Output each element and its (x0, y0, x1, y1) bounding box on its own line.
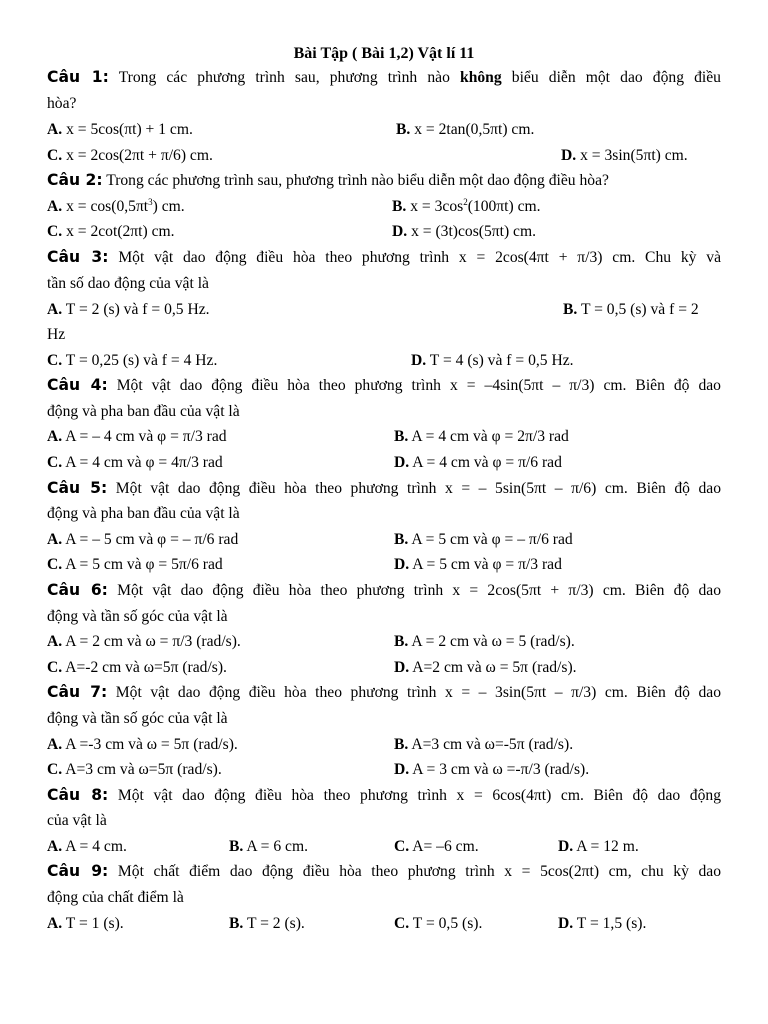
question-2-option-b[interactable]: B. $x = 3\cos^2(100\pi t)$ cm. (392, 197, 541, 215)
question-7-label: Câu 7: (47, 683, 108, 701)
question-4-option-d[interactable]: D. A = 4 cm và φ = π/6 rad (394, 454, 562, 471)
question-1-option-a[interactable]: A. x = 5cos(πt) + 1 cm. (47, 121, 193, 138)
question-3-label: Câu 3: (47, 248, 109, 266)
question-4-option-c[interactable]: C. A = 4 cm và φ = 4π/3 rad (47, 454, 223, 471)
question-5-option-c[interactable]: C. A = 5 cm và φ = 5π/6 rad (47, 556, 223, 573)
question-7-option-d[interactable]: D. A = 3 cm và ω =-π/3 (rad/s). (394, 761, 590, 778)
question-8-option-d[interactable]: D. A = 12 m. (558, 838, 639, 855)
question-4-option-b[interactable]: B. A = 4 cm và φ = 2π/3 rad (394, 428, 569, 445)
question-6-option-d[interactable]: D. A=2 cm và ω = 5π (rad/s). (394, 659, 577, 676)
question-9-option-d[interactable]: D. T = 1,5 (s). (558, 915, 647, 932)
question-1-label: Câu 1: (47, 68, 109, 86)
question-4-stem-line-1: Câu 4: Một vật dao động điều hòa theo phương trình x = –4sin(5πt – π/3) cm. Biên độ dao (47, 376, 721, 394)
question-1-option-b[interactable]: B. x = 2tan(0,5πt) cm. (396, 121, 535, 138)
question-3-option-c[interactable]: C. T = 0,25 (s) và f = 4 Hz. (47, 352, 218, 369)
question-7-stem-line-1: Câu 7: Một vật dao động điều hòa theo phương trình x = – 3sin(5πt – π/3) cm. Biên độ dao (47, 683, 721, 701)
question-1-stem-bold: không (460, 69, 502, 86)
question-6-label: Câu 6: (47, 581, 108, 599)
question-5-option-d[interactable]: D. A = 5 cm và φ = π/3 rad (394, 556, 562, 573)
question-2-stem-line-1: Câu 2: Trong các phương trình sau, phương trình nào biểu diễn một dao động điều hòa? (47, 171, 609, 189)
question-8-option-a[interactable]: A. A = 4 cm. (47, 838, 127, 855)
question-1-option-c[interactable]: C. x = 2cos(2πt + π/6) cm. (47, 147, 213, 164)
question-7-option-c[interactable]: C. A=3 cm và ω=5π (rad/s). (47, 761, 222, 778)
question-8-option-c[interactable]: C. A= –6 cm. (394, 838, 479, 855)
question-5-label: Câu 5: (47, 479, 108, 497)
question-9-option-c[interactable]: C. T = 0,5 (s). (394, 915, 483, 932)
question-6-option-a[interactable]: A. A = 2 cm và ω = π/3 (rad/s). (47, 633, 241, 650)
question-9-label: Câu 9: (47, 862, 109, 880)
question-3-stem-line-1: Câu 3: Một vật dao động điều hòa theo phương trình x = 2cos(4πt + π/3) cm. Chu kỳ và (47, 248, 721, 266)
question-4-stem-line-2: động và pha ban đầu của vật là (47, 403, 240, 420)
question-4-label: Câu 4: (47, 376, 108, 394)
question-3-stem-line-2: tần số dao động của vật là (47, 275, 209, 292)
question-5-stem-line-1: Câu 5: Một vật dao động điều hòa theo phương trình x = – 5sin(5πt – π/6) cm. Biên độ dao (47, 479, 721, 497)
question-8-stem-line-1: Câu 8: Một vật dao động điều hòa theo phương trình x = 6cos(4πt) cm. Biên độ dao động (47, 786, 721, 804)
question-4-option-a[interactable]: A. A = – 4 cm và φ = π/3 rad (47, 428, 227, 445)
question-1-stem-a: Trong các phương trình sau, phương trình nào (118, 69, 461, 86)
page-title: Bài Tập ( Bài 1,2) Vật lí 11 (293, 45, 475, 62)
question-9-option-b[interactable]: B. T = 2 (s). (229, 915, 305, 932)
question-1-option-d[interactable]: D. x = 3sin(5πt) cm. (561, 147, 688, 164)
question-7-stem-line-2: động và tần số góc của vật là (47, 710, 228, 727)
question-8-stem-line-2: của vật là (47, 812, 107, 829)
question-7-option-a[interactable]: A. A =-3 cm và ω = 5π (rad/s). (47, 736, 238, 753)
question-5-stem-line-2: động và pha ban đầu của vật là (47, 505, 240, 522)
question-2-label: Câu 2: (47, 171, 103, 189)
question-6-option-b[interactable]: B. A = 2 cm và ω = 5 (rad/s). (394, 633, 575, 650)
question-6-option-c[interactable]: C. A=-2 cm và ω=5π (rad/s). (47, 659, 227, 676)
question-3-option-a[interactable]: A. T = 2 (s) và f = 0,5 Hz. (47, 301, 210, 318)
question-1-stem-line-2: hòa? (47, 95, 77, 112)
question-2-option-d[interactable]: D. x = (3t)cos(5πt) cm. (392, 223, 537, 240)
question-3-option-b-continued: Hz (47, 326, 66, 343)
question-5-option-b[interactable]: B. A = 5 cm và φ = – π/6 rad (394, 531, 573, 548)
question-8-label: Câu 8: (47, 786, 109, 804)
question-3-option-b[interactable]: B. T = 0,5 (s) và f = 2 (563, 301, 699, 318)
question-6-stem-line-2: động và tần số góc của vật là (47, 608, 228, 625)
question-9-stem-line-1: Câu 9: Một chất điểm dao động điều hòa theo phương trình x = 5cos(2πt) cm, chu kỳ dao (47, 862, 722, 880)
question-9-stem-line-2: động của chất điểm là (47, 889, 184, 906)
question-1-stem-b: biểu diễn một dao động điều (501, 69, 721, 86)
question-1-stem-line-1 (47, 65, 721, 91)
question-9-option-a[interactable]: A. T = 1 (s). (47, 915, 124, 932)
question-8-option-b[interactable]: B. A = 6 cm. (229, 838, 308, 855)
question-3-option-d[interactable]: D. T = 4 (s) và f = 0,5 Hz. (411, 352, 574, 369)
question-7-option-b[interactable]: B. A=3 cm và ω=-5π (rad/s). (394, 736, 574, 753)
question-5-option-a[interactable]: A. A = – 5 cm và φ = – π/6 rad (47, 531, 239, 548)
question-2-option-a[interactable]: A. $x = \cos(0,5\pi t^3)$ cm. (47, 197, 185, 215)
question-2-option-c[interactable]: C. x = 2cot(2πt) cm. (47, 223, 175, 240)
question-6-stem-line-1: Câu 6: Một vật dao động điều hòa theo phương trình x = 2cos(5πt + π/3) cm. Biên độ dao (47, 581, 721, 599)
